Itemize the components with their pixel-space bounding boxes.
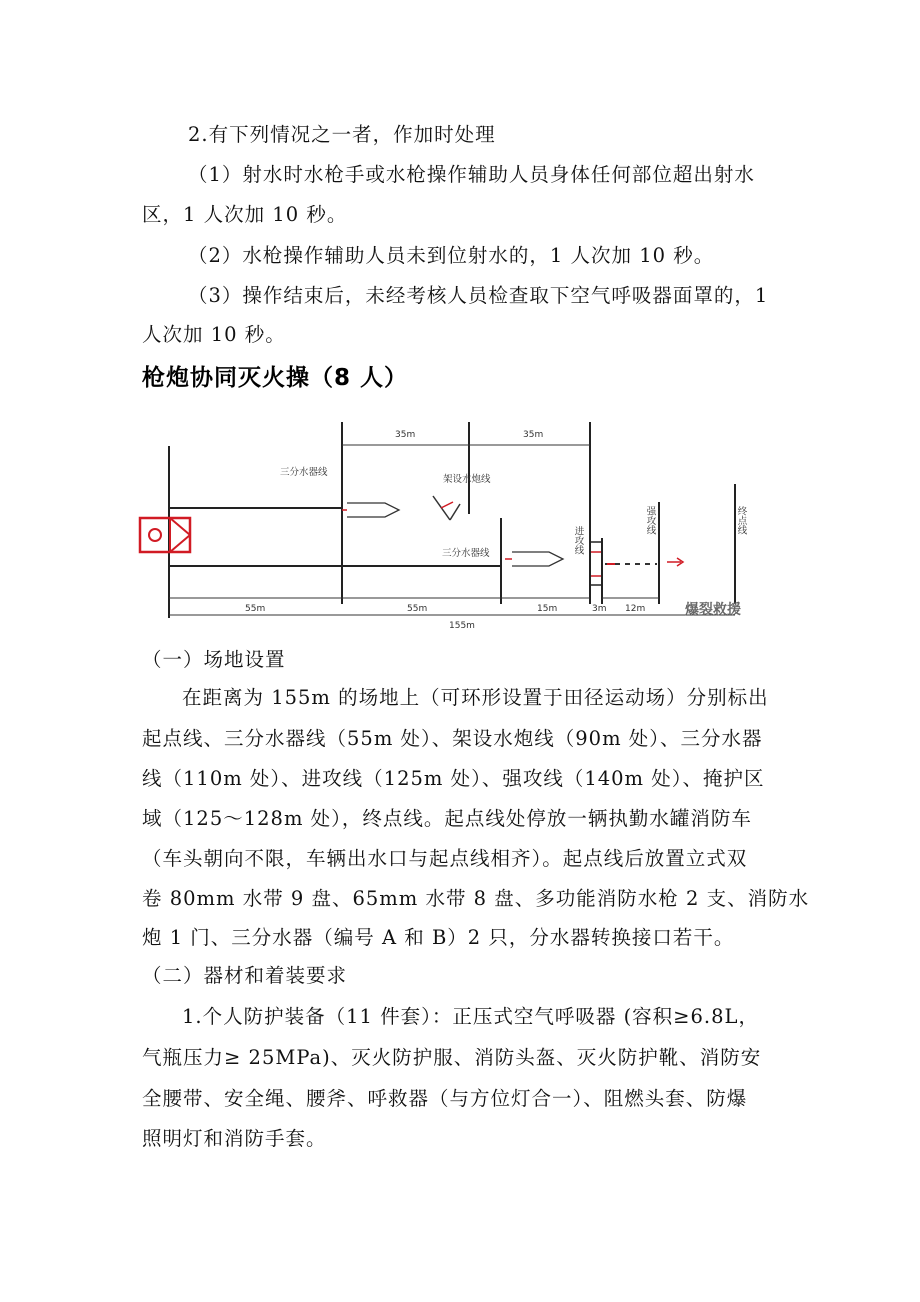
label-cannon-line: 架设水炮线 [443, 474, 491, 485]
label-attack-line: 进攻线 [572, 526, 584, 555]
label-strong-attack-line: 强攻线 [644, 506, 656, 535]
field-layout-diagram [137, 418, 761, 640]
section-1-line: 在距离为 155m 的场地上（可环形设置于田径运动场）分别标出 [182, 686, 769, 709]
paragraph-item-3: （3）操作结束后，未经考核人员检查取下空气呼吸器面罩的，1 [188, 284, 769, 307]
paragraph-item-1-cont: 区，1 人次加 10 秒。 [142, 203, 348, 226]
section-1-line: （车头朝向不限，车辆出水口与起点线相齐）。起点线后放置立式双 [142, 847, 748, 870]
section-1-line: 起点线、三分水器线（55m 处）、架设水炮线（90m 处）、三分水器 [142, 727, 763, 750]
dim-12m: 12m [625, 604, 646, 614]
dim-35m-a: 35m [395, 430, 416, 440]
dim-55m-a: 55m [245, 604, 266, 614]
section-1-line: 炮 1 门、三分水器（编号 A 和 B）2 只，分水器转换接口若干。 [142, 926, 735, 949]
section-1-title: （一）场地设置 [142, 648, 286, 671]
label-finish-line: 终点线 [735, 506, 747, 535]
section-2-line: 全腰带、安全绳、腰斧、呼救器（与方位灯合一）、阻燃头套、防爆 [142, 1087, 748, 1110]
section-1-line: 卷 80mm 水带 9 盘、65mm 水带 8 盘、多功能消防水枪 2 支、消防水 [142, 887, 810, 910]
section-1-line: 域（125～128m 处），终点线。起点线处停放一辆执勤水罐消防车 [142, 807, 752, 830]
splitter-icon-a [342, 503, 399, 517]
dim-35m-b: 35m [523, 430, 544, 440]
section-2-line: 照明灯和消防手套。 [142, 1127, 327, 1150]
section-2-line: 气瓶压力≥ 25MPa)、灭火防护服、消防头盔、灭火防护靴、消防安 [142, 1046, 762, 1069]
watermark: 爆裂救援 [685, 602, 741, 618]
dim-15m: 15m [537, 604, 558, 614]
label-three-split-1: 三分水器线 [280, 467, 328, 478]
water-cannon-icon [433, 496, 460, 520]
paragraph-item-3-cont: 人次加 10 秒。 [142, 323, 286, 346]
dim-55m-b: 55m [407, 604, 428, 614]
dim-155m: 155m [449, 621, 475, 631]
splitter-icon-b [505, 552, 563, 566]
label-three-split-2: 三分水器线 [442, 548, 490, 559]
section-2-title: （二）器材和着装要求 [142, 964, 348, 987]
paragraph-item-2: （2）水枪操作辅助人员未到位射水的，1 人次加 10 秒。 [188, 244, 715, 267]
paragraph-item-1: （1）射水时水枪手或水枪操作辅助人员身体任何部位超出射水 [188, 163, 755, 186]
section-heading: 枪炮协同灭火操（8 人） [142, 365, 409, 391]
section-1-line: 线（110m 处）、进攻线（125m 处）、强攻线（140m 处）、掩护区 [142, 767, 765, 790]
paragraph-overtime-rule: 2.有下列情况之一者，作加时处理 [188, 123, 496, 146]
cover-zone-box [590, 542, 602, 585]
fire-truck-icon [140, 518, 190, 552]
section-2-line: 1.个人防护装备（11 件套）：正压式空气呼吸器 (容积≥6.8L， [182, 1005, 759, 1028]
dim-3m: 3m [592, 604, 607, 614]
